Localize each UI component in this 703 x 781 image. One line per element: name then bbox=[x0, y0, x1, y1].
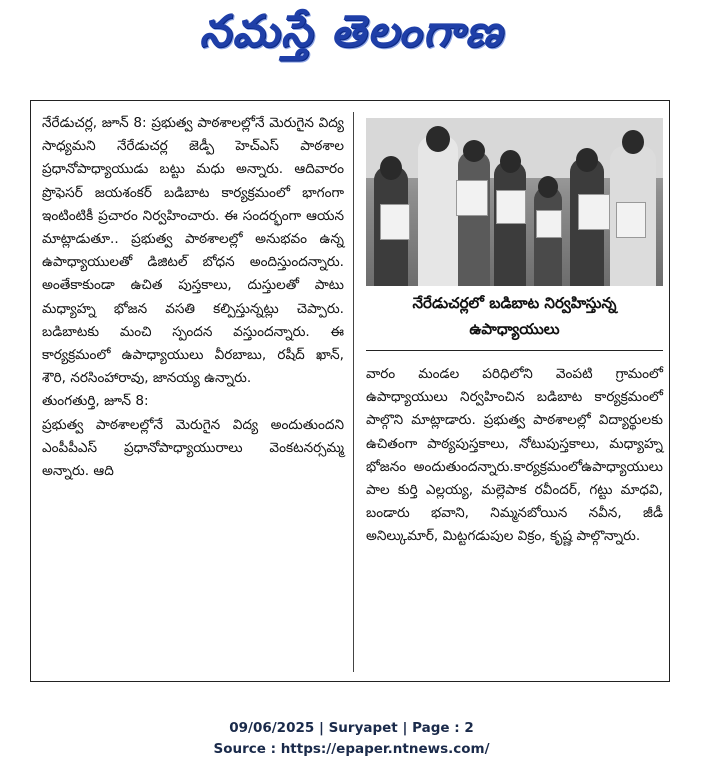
footer-source-line: Source : https://epaper.ntnews.com/ bbox=[213, 741, 490, 757]
article-right-column bbox=[366, 363, 663, 549]
article-paragraph: నేరేడుచర్ల, జూన్ 8: ప్రభుత్వ పాఠశాలల్లోనే మెరుగైన విద్య సాధ్యమని నేరేడుచర్ల జెడ్పీ హెచ్ఎస్ పాఠశాల ప్రధానోపాధ్యాయుడు బట్టు మధు అన్నారు. ఆదివారం ప్రొఫెసర్ జయశంకర్ బడిబాట కార్యక్రమంలో భాగంగా ఇంటింటికీ ప్రచారం నిర్వహించారు. ఈ సందర్భంగా ఆయన మాట్లాడుతూ.. ప్రభుత్వ పాఠశాలల్లో అనుభవం ఉన్న ఉపాధ్యాయులతో డిజిటల్ బోధన అందిస్తుందన్నారు. అంతేకాకుండా ఉచిత పుస్తకాలు, దుస్తులతో పాటు మధ్యాహ్న భోజన వసతి కల్పిస్తున్నట్లు చెప్పారు. బడిబాటకు మంచి స్పందన వస్తుందన్నారు. ఈ కార్యక్రమంలో ఉపాధ్యాయులు వీరబాబు, రషీద్ ఖాన్, శౌరి, నరసింహారావు, జానయ్య ఉన్నారు. bbox=[42, 115, 344, 387]
footer bbox=[0, 718, 703, 760]
article-photo bbox=[366, 118, 663, 286]
article-paragraph: వారం మండల పరిధిలోని వెంపటి గ్రామంలో ఉపాధ్యాయులు నిర్వహించిన బడిబాట కార్యక్రమంలో పాల్గొని మాట్లాడారు. ప్రభుత్వ పాఠశాలల్లో విద్యార్థులకు ఉచితంగా పాఠ్యపుస్తకాలు, నోటుపుస్తకాలు, మధ్యాహ్న భోజనం అందుతుందన్నారు.కార్యక్రమంలోఉపాధ్యాయులు పాల కుర్తి ఎల్లయ్య, మల్లెపాక రవీందర్, గట్టు మాధవి, బండారు భవాని, నిమ్మనబోయిన నవీన, జీడీ అనిల్కుమార్, మిట్టగడుపుల విక్రం, కృష్ణ పాల్గొన్నారు. bbox=[366, 366, 663, 545]
photo-caption: నేరేడుచర్లలో బడిబాట నిర్వహిస్తున్న ఉపాధ్యాయులు bbox=[366, 290, 663, 351]
masthead bbox=[0, 0, 703, 80]
article-paragraph: ప్రభుత్వ పాఠశాలల్లోనే మెరుగైన విద్య అందుతుందని ఎంపీపీఎస్ ప్రధానోపాధ్యాయురాలు వెంకటనర్సమ్మ అన్నారు. ఆది bbox=[42, 416, 344, 480]
footer-date-line: 09/06/2025 | Suryapet | Page : 2 bbox=[229, 720, 474, 736]
newspaper-logo: నమస్తే తెలంగాణ bbox=[199, 6, 504, 57]
article-left-column bbox=[42, 112, 344, 483]
article-dateline: తుంగతుర్తి, జూన్ 8: bbox=[42, 393, 149, 410]
column-divider bbox=[353, 112, 354, 672]
